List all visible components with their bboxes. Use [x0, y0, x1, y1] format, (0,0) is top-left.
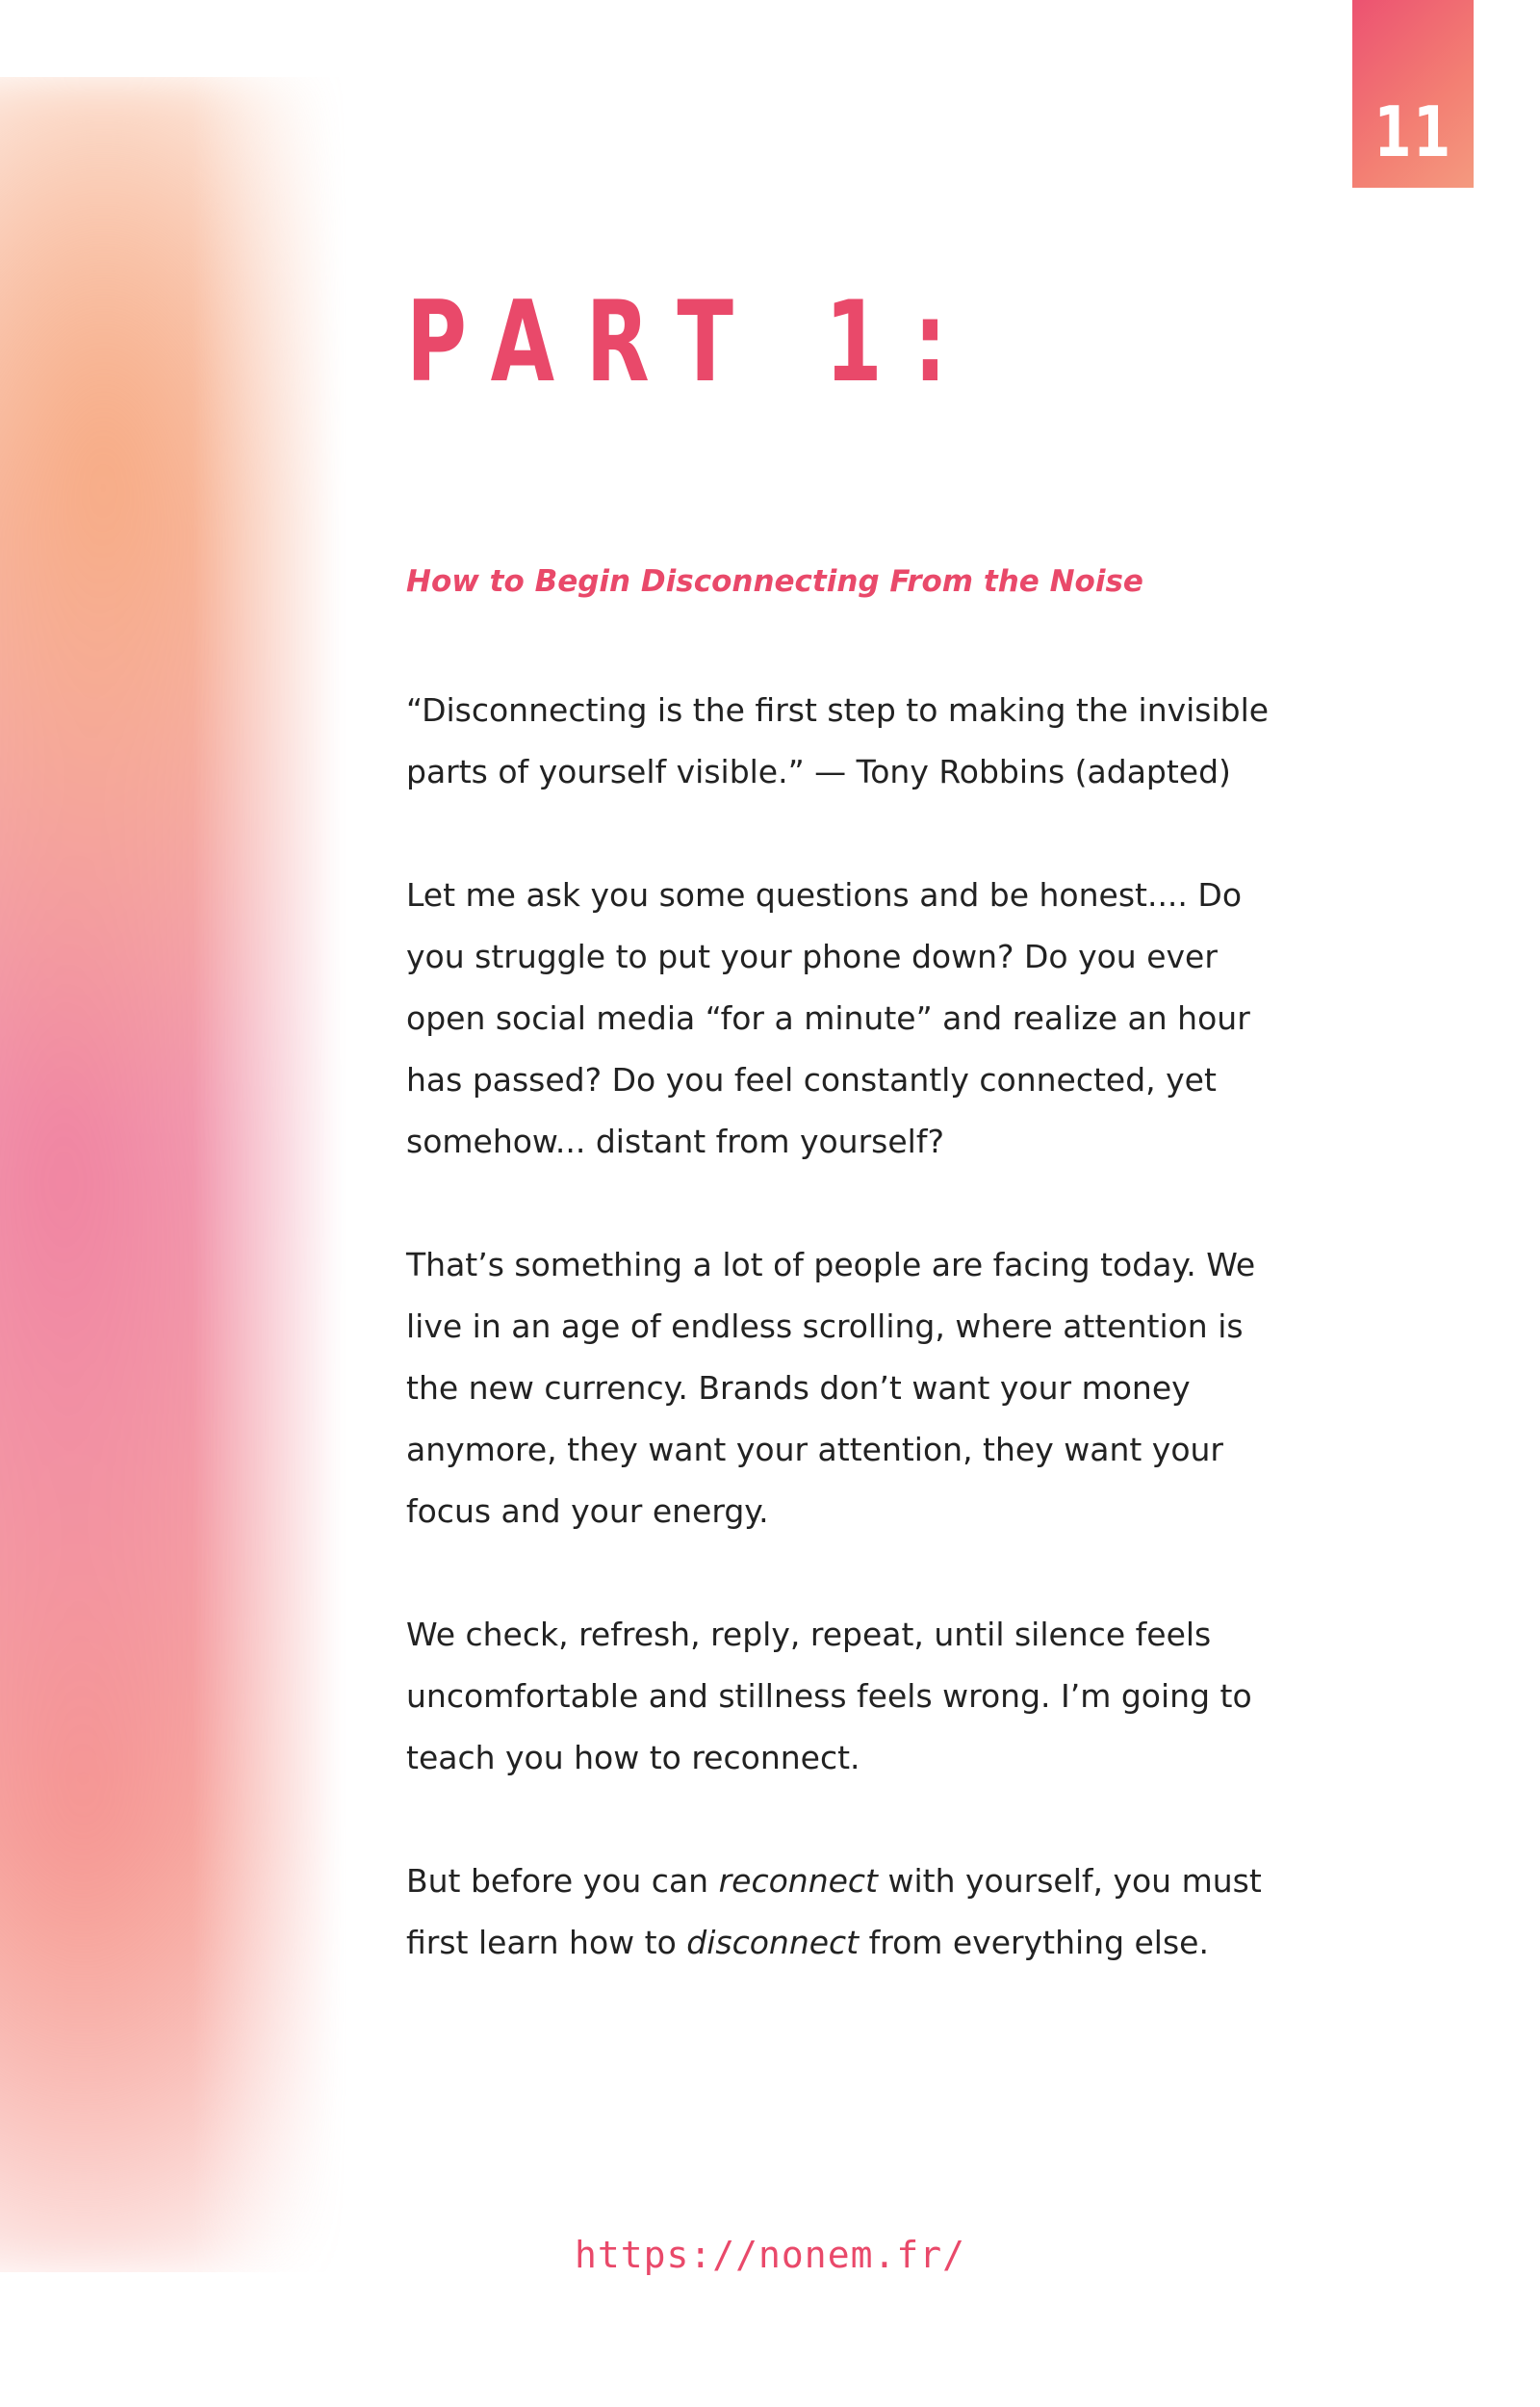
page-number-tab — [1352, 0, 1474, 188]
text-line: focus and your energy. — [406, 1492, 769, 1530]
body-text — [406, 680, 1311, 2035]
text-line: parts of yourself visible.” — Tony Robbins (adapted) — [406, 753, 1231, 790]
text-line: live in an age of endless scrolling, where attention is — [406, 1307, 1244, 1345]
text-line: somehow... distant from yourself? — [406, 1123, 944, 1160]
quote-paragraph — [406, 680, 1311, 803]
emphasis-disconnect: disconnect — [686, 1924, 860, 1961]
text-line: you struggle to put your phone down? Do you ever — [406, 938, 1218, 975]
text-line — [406, 1912, 1311, 1974]
text-fragment: But before you can — [406, 1862, 719, 1900]
decorative-gradient-strip — [0, 77, 346, 2272]
emphasis-reconnect: reconnect — [718, 1862, 878, 1900]
paragraph-questions — [406, 865, 1311, 1173]
part-title: PART 1: — [406, 277, 979, 407]
text-line: anymore, they want your attention, they want your — [406, 1431, 1223, 1468]
text-line — [406, 1851, 1311, 1912]
text-line: has passed? Do you feel constantly connected, yet — [406, 1061, 1217, 1099]
paragraph-reconnect — [406, 1604, 1311, 1789]
paragraph-disconnect — [406, 1851, 1311, 1974]
section-subtitle: How to Begin Disconnecting From the Noise — [406, 564, 1143, 599]
text-fragment: from everything else. — [859, 1924, 1209, 1961]
text-line: Let me ask you some questions and be honest.... Do — [406, 876, 1243, 914]
website-link[interactable]: https://nonem.fr/ — [575, 2234, 965, 2276]
text-line: open social media “for a minute” and realize an hour — [406, 999, 1250, 1037]
text-line: uncomfortable and stillness feels wrong. I’m going to — [406, 1677, 1252, 1715]
text-line: the new currency. Brands don’t want your money — [406, 1369, 1191, 1407]
text-fragment: first learn how to — [406, 1924, 687, 1961]
text-line: We check, refresh, reply, repeat, until silence feels — [406, 1616, 1212, 1653]
page-number: 11 — [1373, 91, 1452, 172]
text-fragment: with yourself, you must — [878, 1862, 1262, 1900]
text-line: teach you how to reconnect. — [406, 1739, 860, 1776]
text-line: “Disconnecting is the first step to making the invisible — [406, 691, 1270, 729]
paragraph-attention — [406, 1234, 1311, 1542]
text-line: That’s something a lot of people are facing today. We — [406, 1246, 1256, 1283]
